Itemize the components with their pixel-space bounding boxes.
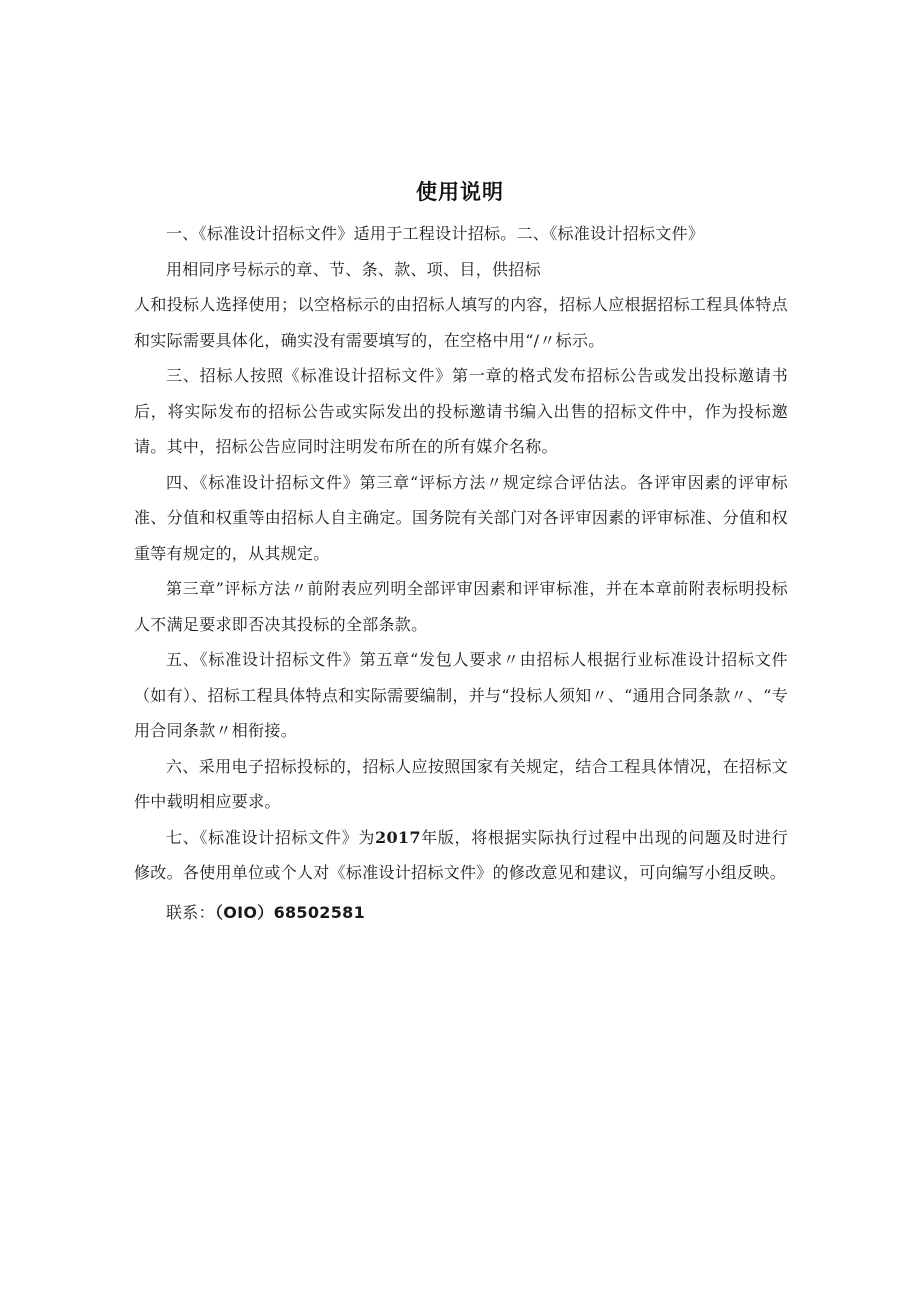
paragraph-2: 用相同序号标示的章、节、条、款、项、目，供招标	[166, 259, 541, 279]
contact-line	[134, 895, 788, 931]
paragraph-8: 六、采用电子招标投标的，招标人应按照国家有关规定，结合工程具体情况，在招标文件中载明相应要求。	[134, 756, 788, 811]
paragraph-6: 第三章”评标方法〃前附表应列明全部评审因素和评审标准，并在本章前附表标明投标人不满足要求即否决其投标的全部条款。	[134, 579, 788, 634]
paragraph-3: 人和投标人选择使用；以空格标示的由招标人填写的内容，招标人应根据招标工程具体特点和实际需要具体化，确实没有需要填写的，在空格中用“/〃标示。	[134, 295, 788, 350]
document-body	[134, 216, 788, 930]
contact-label: 联系：	[166, 902, 215, 922]
paragraph-4: 三、招标人按照《标准设计招标文件》第一章的格式发布招标公告或发出投标邀请书后，将实际发布的招标公告或实际发出的投标邀请书编入出售的招标文件中，作为投标邀请。其中，招标公告应同时注明发布所在的所有媒介名称。	[134, 366, 788, 456]
paragraph-7: 五、《标准设计招标文件》第五章“发包人要求〃由招标人根据行业标准设计招标文件（如有）、招标工程具体特点和实际需要编制，并与“投标人须知〃、“通用合同条款〃、“专用合同条款〃相衔接。	[134, 650, 788, 740]
paragraph-9-lead: 七、《标准设计招标文件》为	[166, 827, 376, 847]
page-title: 使用说明	[416, 180, 504, 204]
paragraph-1: 一、《标准设计招标文件》适用于工程设计招标。二、《标准设计招标文件》	[166, 224, 705, 243]
edition-year: 2017	[375, 827, 421, 847]
paragraph-9-rest: 年版，将根据实际执行过程中出现的问题及时进行修改。各使用单位或个人对《标准设计招标文件》的修改意见和建议，可向编写小组反映。	[134, 827, 788, 882]
paragraph-5: 四、《标准设计招标文件》第三章“评标方法〃规定综合评估法。各评审因素的评审标准、分值和权重等由招标人自主确定。国务院有关部门对各评审因素的评审标准、分值和权重等有规定的，从其规定。	[134, 472, 788, 563]
contact-phone: （OIO）68502581	[214, 902, 366, 922]
paragraph-9	[134, 820, 788, 891]
